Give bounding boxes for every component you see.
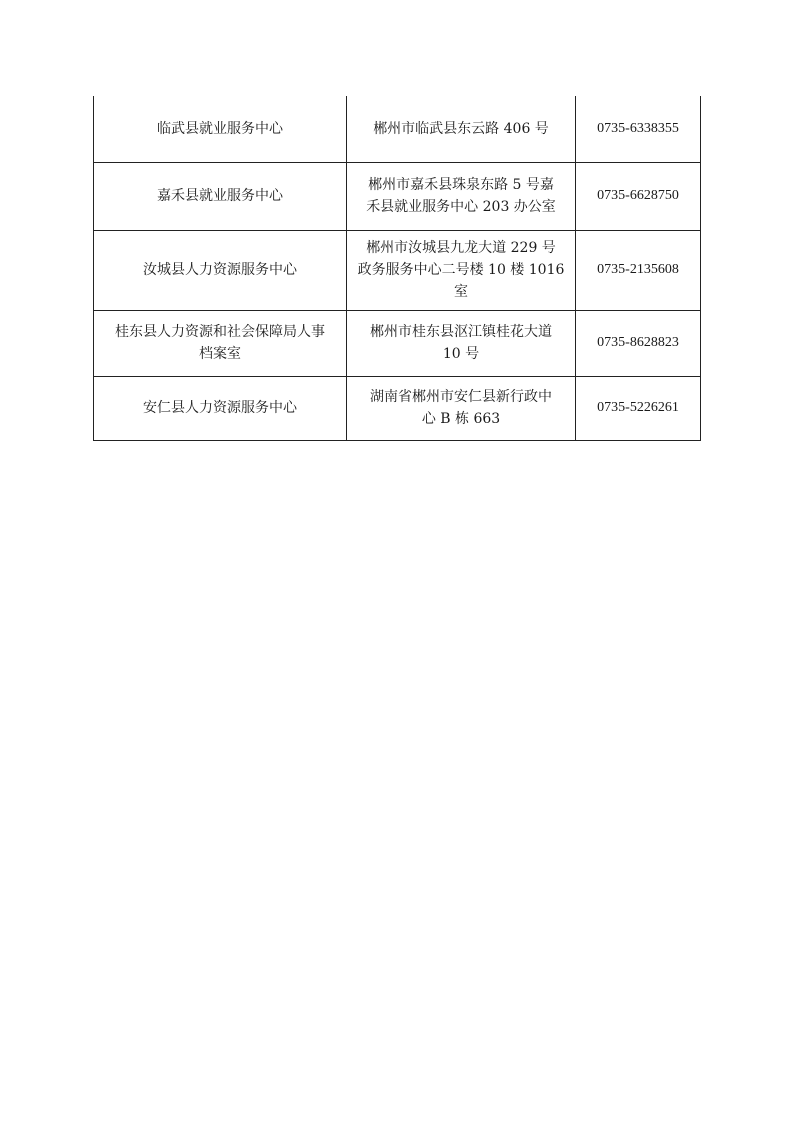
phone-number: 0735-6338355 — [597, 120, 679, 136]
center-name-cell — [94, 162, 347, 230]
center-name-cell — [94, 376, 347, 440]
address-cell — [347, 162, 576, 230]
address-line: 禾县就业服务中心 203 办公室 — [366, 199, 556, 215]
table-row — [94, 96, 701, 162]
address-cell — [347, 310, 576, 376]
address-line: 室 — [454, 284, 468, 300]
address-line: 心 B 栋 663 — [421, 411, 501, 427]
center-name-line: 嘉禾县就业服务中心 — [157, 188, 283, 204]
center-name-line: 档案室 — [199, 346, 241, 362]
center-name-cell — [94, 230, 347, 310]
phone-cell — [576, 376, 701, 440]
address-line: 郴州市嘉禾县珠泉东路 5 号嘉 — [368, 177, 554, 193]
table-row — [94, 310, 701, 376]
phone-cell — [576, 162, 701, 230]
address-cell — [347, 230, 576, 310]
phone-number: 0735-6628750 — [597, 188, 679, 203]
center-name-line: 临武县就业服务中心 — [157, 120, 283, 137]
address-line: 10 号 — [442, 346, 480, 362]
address-line: 郴州市桂东县沤江镇桂花大道 — [370, 324, 552, 340]
phone-cell — [576, 310, 701, 376]
address-line: 郴州市汝城县九龙大道 229 号 — [366, 240, 556, 256]
address-cell — [347, 96, 576, 162]
phone-number: 0735-8628823 — [597, 335, 679, 350]
table-row — [94, 230, 701, 310]
table-row — [94, 376, 701, 440]
address-line: 郴州市临武县东云路 406 号 — [373, 120, 549, 137]
phone-number: 0735-2135608 — [597, 262, 679, 277]
address-line: 政务服务中心二号楼 10 楼 1016 — [357, 262, 565, 278]
center-name-line: 安仁县人力资源服务中心 — [143, 400, 297, 416]
center-name-line: 汝城县人力资源服务中心 — [143, 262, 297, 278]
center-name-cell — [94, 96, 347, 162]
center-name-line: 桂东县人力资源和社会保障局人事 — [115, 324, 325, 340]
table-row — [94, 162, 701, 230]
phone-number: 0735-5226261 — [597, 400, 679, 415]
address-line: 湖南省郴州市安仁县新行政中 — [370, 389, 552, 405]
phone-cell — [576, 96, 701, 162]
center-name-cell — [94, 310, 347, 376]
address-cell — [347, 376, 576, 440]
phone-cell — [576, 230, 701, 310]
service-center-table — [93, 96, 701, 441]
